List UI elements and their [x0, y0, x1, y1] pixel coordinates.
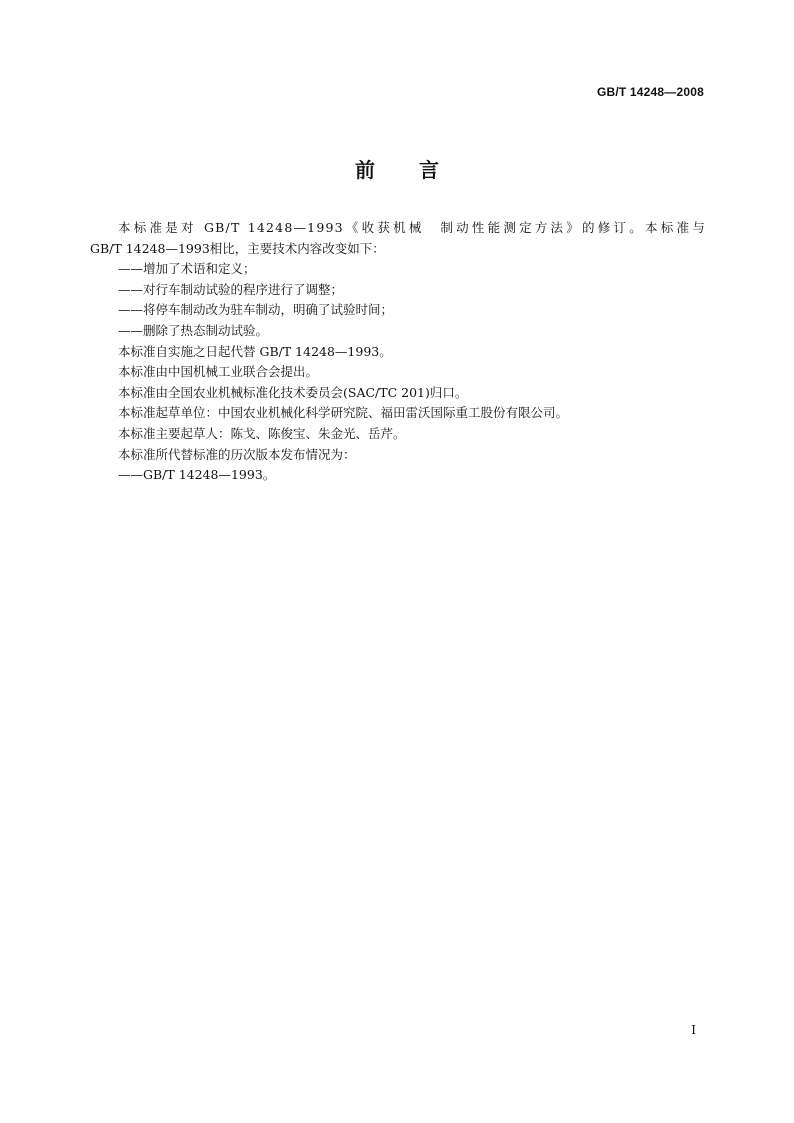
change-item: ——将停车制动改为驻车制动，明确了试验时间；: [118, 302, 394, 318]
paragraph-revision-line1: 本标准是对 GB/T 14248—1993《收获机械 制动性能测定方法》的修订。本标准与: [118, 220, 706, 235]
foreword-body: [90, 218, 706, 486]
paragraph-drafters: 本标准主要起草人：陈戈、陈俊宝、朱金光、岳芹。: [118, 425, 406, 441]
change-item: ——对行车制动试验的程序进行了调整；: [118, 281, 344, 297]
paragraph-proposed-by: 本标准由中国机械工业联合会提出。: [118, 364, 319, 380]
page-title: 前言: [355, 158, 483, 182]
change-item: ——增加了术语和定义；: [118, 261, 256, 277]
change-item: ——删除了热态制动试验。: [118, 322, 269, 338]
paragraph-drafting-units: 本标准起草单位：中国农业机械化科学研究院、福田雷沃国际重工股份有限公司。: [118, 405, 569, 421]
history-item: ——GB/T 14248—1993。: [118, 467, 276, 483]
page-number: I: [691, 1023, 696, 1037]
paragraph-centralized-by: 本标准由全国农业机械标准化技术委员会(SAC/TC 201)归口。: [118, 384, 468, 400]
paragraph-revision-line2: GB/T 14248—1993相比，主要技术内容改变如下：: [90, 240, 385, 256]
paragraph-replacement: 本标准自实施之日起代替 GB/T 14248—1993。: [118, 343, 392, 359]
standard-number: GB/T 14248—2008: [596, 85, 704, 99]
paragraph-history-intro: 本标准所代替标准的历次版本发布情况为：: [118, 446, 356, 462]
